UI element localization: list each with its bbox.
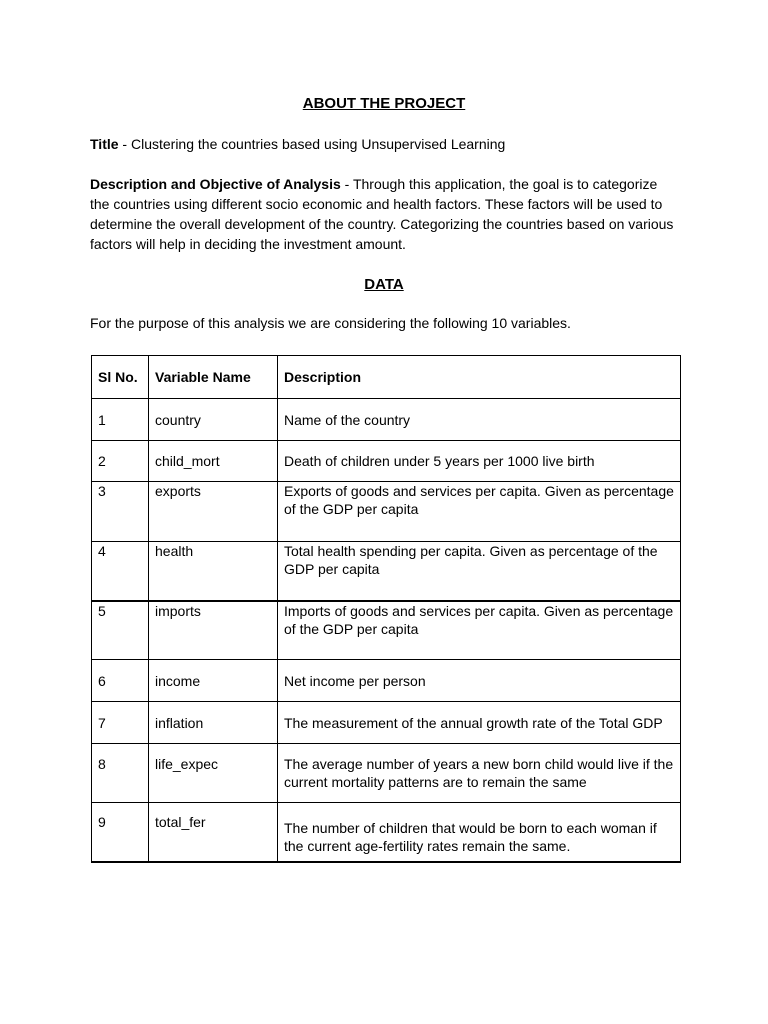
cell-variable-name: inflation bbox=[149, 702, 278, 744]
table-row bbox=[92, 399, 681, 441]
table-row bbox=[92, 803, 681, 862]
cell-variable-name: imports bbox=[149, 601, 278, 660]
cell-description: Death of children under 5 years per 1000 live birth bbox=[278, 441, 681, 482]
description-text: - Through this application, the goal is to categorize the countries using different socio economic and health factors. These factors will be used to determine the overall development of the country. Categorizing the countries based on various factors will help in deciding the investment amount. bbox=[90, 176, 674, 252]
cell-variable-name: income bbox=[149, 660, 278, 702]
cell-description: Imports of goods and services per capita. Given as percentage of the GDP per capita bbox=[278, 601, 681, 660]
title-text: - Clustering the countries based using Unsupervised Learning bbox=[118, 136, 506, 152]
table-row bbox=[92, 702, 681, 744]
cell-sl-no: 7 bbox=[92, 702, 149, 744]
cell-variable-name: child_mort bbox=[149, 441, 278, 482]
cell-variable-name: life_expec bbox=[149, 744, 278, 803]
description-paragraph bbox=[90, 174, 680, 254]
variables-table bbox=[91, 355, 681, 863]
header-sl-no: Sl No. bbox=[92, 356, 149, 399]
table-row bbox=[92, 601, 681, 660]
cell-sl-no: 8 bbox=[92, 744, 149, 803]
page-heading: ABOUT THE PROJECT bbox=[302, 95, 466, 112]
cell-description: Total health spending per capita. Given as percentage of the GDP per capita bbox=[278, 542, 681, 601]
table-row bbox=[92, 482, 681, 542]
header-variable-name: Variable Name bbox=[149, 356, 278, 399]
cell-variable-name: total_fer bbox=[149, 803, 278, 862]
intro-paragraph: For the purpose of this analysis we are considering the following 10 variables. bbox=[90, 315, 571, 331]
cell-variable-name: health bbox=[149, 542, 278, 601]
table-row bbox=[92, 744, 681, 803]
cell-description: The average number of years a new born child would live if the current mortality patterns are to remain the same bbox=[278, 744, 681, 803]
cell-description: Net income per person bbox=[278, 660, 681, 702]
title-paragraph bbox=[90, 134, 680, 154]
cell-sl-no: 4 bbox=[92, 542, 149, 601]
cell-description: The number of children that would be born to each woman if the current age-fertility rates remain the same. bbox=[278, 803, 681, 862]
cell-sl-no: 1 bbox=[92, 399, 149, 441]
table-header-row bbox=[92, 356, 681, 399]
table-row bbox=[92, 441, 681, 482]
cell-sl-no: 2 bbox=[92, 441, 149, 482]
cell-sl-no: 3 bbox=[92, 482, 149, 542]
data-heading: DATA bbox=[364, 276, 404, 293]
cell-variable-name: exports bbox=[149, 482, 278, 542]
cell-sl-no: 5 bbox=[92, 601, 149, 660]
cell-sl-no: 6 bbox=[92, 660, 149, 702]
table-row bbox=[92, 542, 681, 601]
cell-description: Exports of goods and services per capita. Given as percentage of the GDP per capita bbox=[278, 482, 681, 542]
cell-variable-name: country bbox=[149, 399, 278, 441]
table-row bbox=[92, 660, 681, 702]
header-description: Description bbox=[278, 356, 681, 399]
cell-description: Name of the country bbox=[278, 399, 681, 441]
cell-description: The measurement of the annual growth rate of the Total GDP bbox=[278, 702, 681, 744]
title-label: Title bbox=[90, 136, 119, 152]
cell-sl-no: 9 bbox=[92, 803, 149, 862]
description-label: Description and Objective of Analysis bbox=[90, 176, 341, 192]
